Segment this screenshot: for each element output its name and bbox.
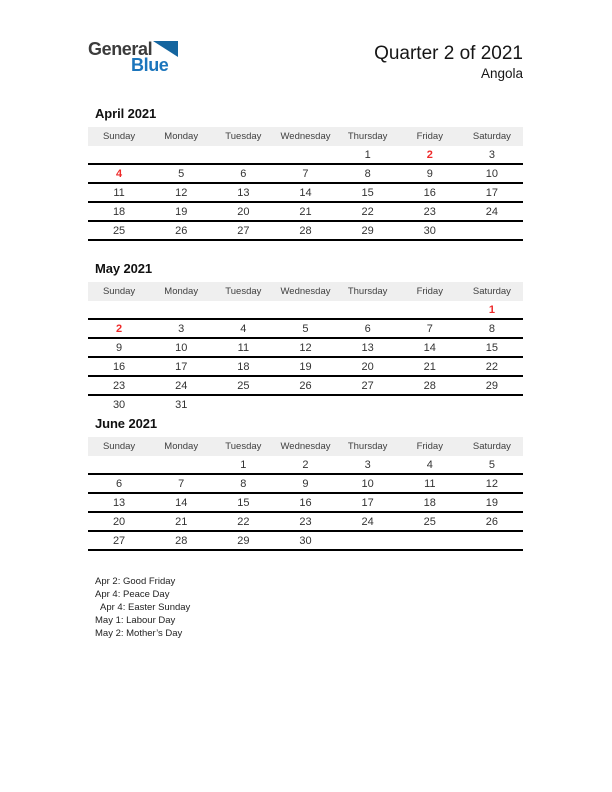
month-table bbox=[88, 282, 523, 413]
date-cell: 17 bbox=[337, 493, 399, 512]
month-section bbox=[88, 106, 523, 261]
date-cell-holiday: 2 bbox=[88, 319, 150, 338]
date-cell: 17 bbox=[150, 357, 212, 376]
date-cell bbox=[337, 395, 399, 413]
weekday-header-cell: Friday bbox=[399, 127, 461, 146]
week-row bbox=[88, 183, 523, 202]
date-cell: 8 bbox=[337, 164, 399, 183]
date-cell bbox=[212, 301, 274, 319]
date-cell: 12 bbox=[150, 183, 212, 202]
date-cell bbox=[150, 146, 212, 164]
date-cell: 14 bbox=[150, 493, 212, 512]
date-cell: 24 bbox=[337, 512, 399, 531]
weekday-header-cell: Wednesday bbox=[274, 282, 336, 301]
week-row bbox=[88, 474, 523, 493]
month-title: April 2021 bbox=[95, 106, 157, 121]
weekday-header-row bbox=[88, 127, 523, 146]
date-cell: 21 bbox=[399, 357, 461, 376]
date-cell: 17 bbox=[461, 183, 523, 202]
weekday-header-cell: Thursday bbox=[337, 127, 399, 146]
date-cell: 23 bbox=[274, 512, 336, 531]
date-cell bbox=[274, 395, 336, 413]
date-cell bbox=[399, 531, 461, 550]
week-row bbox=[88, 146, 523, 164]
month-body bbox=[88, 301, 523, 413]
week-row bbox=[88, 531, 523, 550]
date-cell bbox=[399, 395, 461, 413]
weekday-header-cell: Thursday bbox=[337, 282, 399, 301]
date-cell: 27 bbox=[212, 221, 274, 240]
holiday-item: May 2: Mother’s Day bbox=[95, 628, 183, 639]
date-cell: 26 bbox=[274, 376, 336, 395]
date-cell: 10 bbox=[461, 164, 523, 183]
date-cell: 31 bbox=[175, 399, 188, 411]
date-cell: 6 bbox=[212, 164, 274, 183]
date-cell: 21 bbox=[150, 512, 212, 531]
date-cell: 9 bbox=[399, 164, 461, 183]
date-cell: 10 bbox=[150, 338, 212, 357]
date-cell: 12 bbox=[461, 474, 523, 493]
date-cell: 3 bbox=[150, 319, 212, 338]
week-row bbox=[88, 202, 523, 221]
date-cell bbox=[461, 221, 523, 240]
date-cell: 5 bbox=[274, 319, 336, 338]
weekday-header-cell: Wednesday bbox=[274, 437, 336, 456]
date-cell: 15 bbox=[337, 183, 399, 202]
weekday-header-cell: Saturday bbox=[461, 437, 523, 456]
date-cell bbox=[337, 531, 399, 550]
date-cell: 8 bbox=[212, 474, 274, 493]
date-cell: 3 bbox=[337, 456, 399, 474]
date-cell bbox=[88, 146, 150, 164]
weekday-header-cell: Tuesday bbox=[212, 127, 274, 146]
date-cell: 9 bbox=[88, 338, 150, 357]
date-cell: 29 bbox=[461, 376, 523, 395]
date-cell bbox=[150, 301, 212, 319]
date-cell: 1 bbox=[337, 146, 399, 164]
week-row bbox=[88, 493, 523, 512]
date-cell: 7 bbox=[399, 319, 461, 338]
week-row bbox=[88, 395, 523, 413]
date-cell bbox=[88, 301, 150, 319]
date-cell bbox=[274, 301, 336, 319]
date-cell: 27 bbox=[88, 531, 150, 550]
date-cell: 30 bbox=[274, 531, 336, 550]
month-title: June 2021 bbox=[95, 416, 157, 431]
page-title: Quarter 2 of 2021 bbox=[374, 43, 523, 64]
week-row bbox=[88, 357, 523, 376]
date-cell: 21 bbox=[274, 202, 336, 221]
week-row bbox=[88, 456, 523, 474]
date-cell: 11 bbox=[399, 474, 461, 493]
week-row bbox=[88, 319, 523, 338]
month-body bbox=[88, 456, 523, 550]
month-table bbox=[88, 127, 523, 241]
date-cell: 29 bbox=[212, 531, 274, 550]
week-row bbox=[88, 338, 523, 357]
date-cell: 14 bbox=[274, 183, 336, 202]
date-cell: 24 bbox=[150, 376, 212, 395]
logo-text-general: General bbox=[88, 39, 153, 59]
date-cell: 19 bbox=[150, 202, 212, 221]
page-header bbox=[88, 40, 523, 82]
weekday-header-cell: Sunday bbox=[88, 282, 150, 301]
date-cell: 22 bbox=[212, 512, 274, 531]
date-cell: 13 bbox=[337, 338, 399, 357]
date-cell: 22 bbox=[337, 202, 399, 221]
date-cell: 30 bbox=[399, 221, 461, 240]
weekday-header-cell: Sunday bbox=[88, 127, 150, 146]
holiday-item: Apr 4: Easter Sunday bbox=[100, 602, 191, 613]
date-cell: 13 bbox=[212, 183, 274, 202]
date-cell: 6 bbox=[337, 319, 399, 338]
date-cell bbox=[274, 146, 336, 164]
weekday-header-row bbox=[88, 437, 523, 456]
date-cell: 5 bbox=[150, 164, 212, 183]
date-cell: 18 bbox=[88, 202, 150, 221]
date-cell: 29 bbox=[337, 221, 399, 240]
holiday-list bbox=[88, 575, 523, 640]
date-cell: 4 bbox=[399, 456, 461, 474]
brand-logo bbox=[88, 40, 178, 74]
date-cell: 27 bbox=[337, 376, 399, 395]
logo-text-blue: Blue bbox=[131, 55, 169, 75]
date-cell bbox=[399, 301, 461, 319]
date-cell bbox=[337, 301, 399, 319]
date-cell: 16 bbox=[274, 493, 336, 512]
holiday-item: Apr 4: Peace Day bbox=[95, 589, 170, 600]
date-cell bbox=[461, 395, 523, 413]
date-cell: 26 bbox=[150, 221, 212, 240]
date-cell: 12 bbox=[274, 338, 336, 357]
date-cell: 15 bbox=[212, 493, 274, 512]
month-section bbox=[88, 416, 523, 571]
date-cell bbox=[461, 531, 523, 550]
weekday-header-cell: Sunday bbox=[88, 437, 150, 456]
weekday-header-row bbox=[88, 282, 523, 301]
title-block bbox=[374, 42, 523, 82]
date-cell: 25 bbox=[399, 512, 461, 531]
date-cell: 20 bbox=[88, 512, 150, 531]
date-cell bbox=[88, 456, 150, 474]
month-table bbox=[88, 437, 523, 551]
date-cell: 11 bbox=[212, 338, 274, 357]
weekday-header-cell: Saturday bbox=[461, 127, 523, 146]
weekday-header-cell: Tuesday bbox=[212, 437, 274, 456]
weekday-header-cell: Monday bbox=[150, 127, 212, 146]
date-cell: 5 bbox=[461, 456, 523, 474]
date-cell: 15 bbox=[461, 338, 523, 357]
date-cell: 26 bbox=[461, 512, 523, 531]
date-cell bbox=[212, 146, 274, 164]
date-cell: 10 bbox=[337, 474, 399, 493]
months bbox=[88, 106, 523, 571]
date-cell: 7 bbox=[150, 474, 212, 493]
weekday-header-cell: Monday bbox=[150, 437, 212, 456]
weekday-header bbox=[88, 282, 523, 301]
date-cell: 16 bbox=[88, 357, 150, 376]
date-cell: 14 bbox=[399, 338, 461, 357]
date-cell: 25 bbox=[88, 221, 150, 240]
date-cell: 7 bbox=[274, 164, 336, 183]
date-cell: 13 bbox=[88, 493, 150, 512]
weekday-header-cell: Wednesday bbox=[274, 127, 336, 146]
date-cell: 28 bbox=[399, 376, 461, 395]
date-cell: 8 bbox=[461, 319, 523, 338]
date-cell: 25 bbox=[212, 376, 274, 395]
date-cell-holiday: 1 bbox=[461, 301, 523, 319]
holiday-item: Apr 2: Good Friday bbox=[95, 576, 176, 587]
weekday-header-cell: Tuesday bbox=[212, 282, 274, 301]
weekday-header-cell: Thursday bbox=[337, 437, 399, 456]
date-cell: 11 bbox=[88, 183, 150, 202]
holiday-item: May 1: Labour Day bbox=[95, 615, 176, 626]
weekday-header-cell: Monday bbox=[150, 282, 212, 301]
date-cell: 20 bbox=[212, 202, 274, 221]
date-cell: 23 bbox=[399, 202, 461, 221]
week-row bbox=[88, 512, 523, 531]
page-subtitle: Angola bbox=[480, 66, 523, 81]
date-cell bbox=[212, 395, 274, 413]
date-cell: 1 bbox=[212, 456, 274, 474]
week-row bbox=[88, 301, 523, 319]
date-cell: 30 bbox=[112, 399, 126, 411]
date-cell: 9 bbox=[274, 474, 336, 493]
date-cell: 28 bbox=[150, 531, 212, 550]
weekday-header bbox=[88, 437, 523, 456]
date-cell: 2 bbox=[274, 456, 336, 474]
date-cell: 4 bbox=[212, 319, 274, 338]
weekday-header bbox=[88, 127, 523, 146]
date-cell-holiday: 2 bbox=[399, 146, 461, 164]
month-title: May 2021 bbox=[95, 261, 153, 276]
date-cell: 16 bbox=[399, 183, 461, 202]
date-cell: 22 bbox=[461, 357, 523, 376]
date-cell: 6 bbox=[88, 474, 150, 493]
date-cell: 28 bbox=[274, 221, 336, 240]
week-row bbox=[88, 164, 523, 183]
date-cell: 19 bbox=[274, 357, 336, 376]
month-section bbox=[88, 261, 523, 416]
weekday-header-cell: Friday bbox=[399, 437, 461, 456]
date-cell: 20 bbox=[337, 357, 399, 376]
date-cell-holiday: 4 bbox=[88, 164, 150, 183]
weekday-header-cell: Friday bbox=[399, 282, 461, 301]
month-body bbox=[88, 146, 523, 240]
week-row bbox=[88, 376, 523, 395]
date-cell: 19 bbox=[461, 493, 523, 512]
date-cell: 24 bbox=[461, 202, 523, 221]
date-cell bbox=[150, 456, 212, 474]
date-cell: 23 bbox=[88, 376, 150, 395]
weekday-header-cell: Saturday bbox=[461, 282, 523, 301]
date-cell: 18 bbox=[399, 493, 461, 512]
date-cell: 3 bbox=[461, 146, 523, 164]
date-cell: 18 bbox=[212, 357, 274, 376]
week-row bbox=[88, 221, 523, 240]
